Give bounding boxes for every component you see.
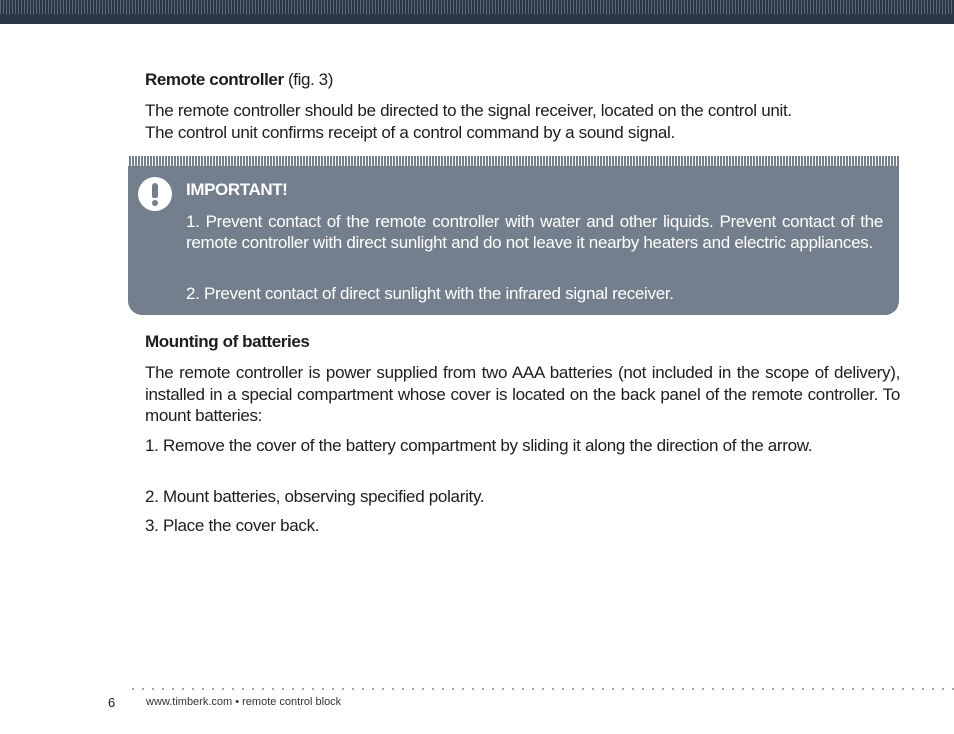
page-number: 6: [108, 695, 116, 710]
exclamation-icon: [138, 177, 172, 211]
mounting-step-1: 1. Remove the cover of the battery compartment by sliding it along the direction of the arrow.: [145, 436, 813, 455]
footer-dotted-divider: [128, 688, 954, 690]
mounting-step-2: 2. Mount batteries, observing specified polarity.: [145, 487, 485, 506]
mounting-intro-paragraph: The remote controller is power supplied from two AAA batteries (not included in the scope of delivery), installed in a special compartment whose cover is located on the back panel of the remote controller. To mount batteries:: [145, 363, 900, 425]
callout-decorative-strip: [128, 156, 899, 166]
heading-text: Remote controller: [145, 70, 284, 89]
figure-reference: (fig. 3): [288, 70, 333, 89]
important-item-1: 1. Prevent contact of the remote controller with water and other liquids. Prevent contact of the remote controller with direct sunlight and do not leave it nearby heaters and electric appliances.: [186, 212, 883, 252]
paragraph-line: The control unit confirms receipt of a control command by a sound signal.: [145, 123, 675, 142]
important-callout: [128, 156, 899, 315]
section-heading-mounting-batteries: Mounting of batteries: [145, 332, 310, 351]
section-heading-remote-controller: [145, 70, 900, 90]
mounting-step-3: 3. Place the cover back.: [145, 516, 320, 535]
paragraph-line: The remote controller should be directed to the signal receiver, located on the control unit.: [145, 101, 792, 120]
footer-text: www.timberk.com • remote control block: [146, 696, 342, 708]
important-title: IMPORTANT!: [186, 180, 288, 199]
important-item-2: 2. Prevent contact of direct sunlight with the infrared signal receiver.: [186, 284, 674, 303]
header-decorative-bar: [0, 0, 954, 24]
